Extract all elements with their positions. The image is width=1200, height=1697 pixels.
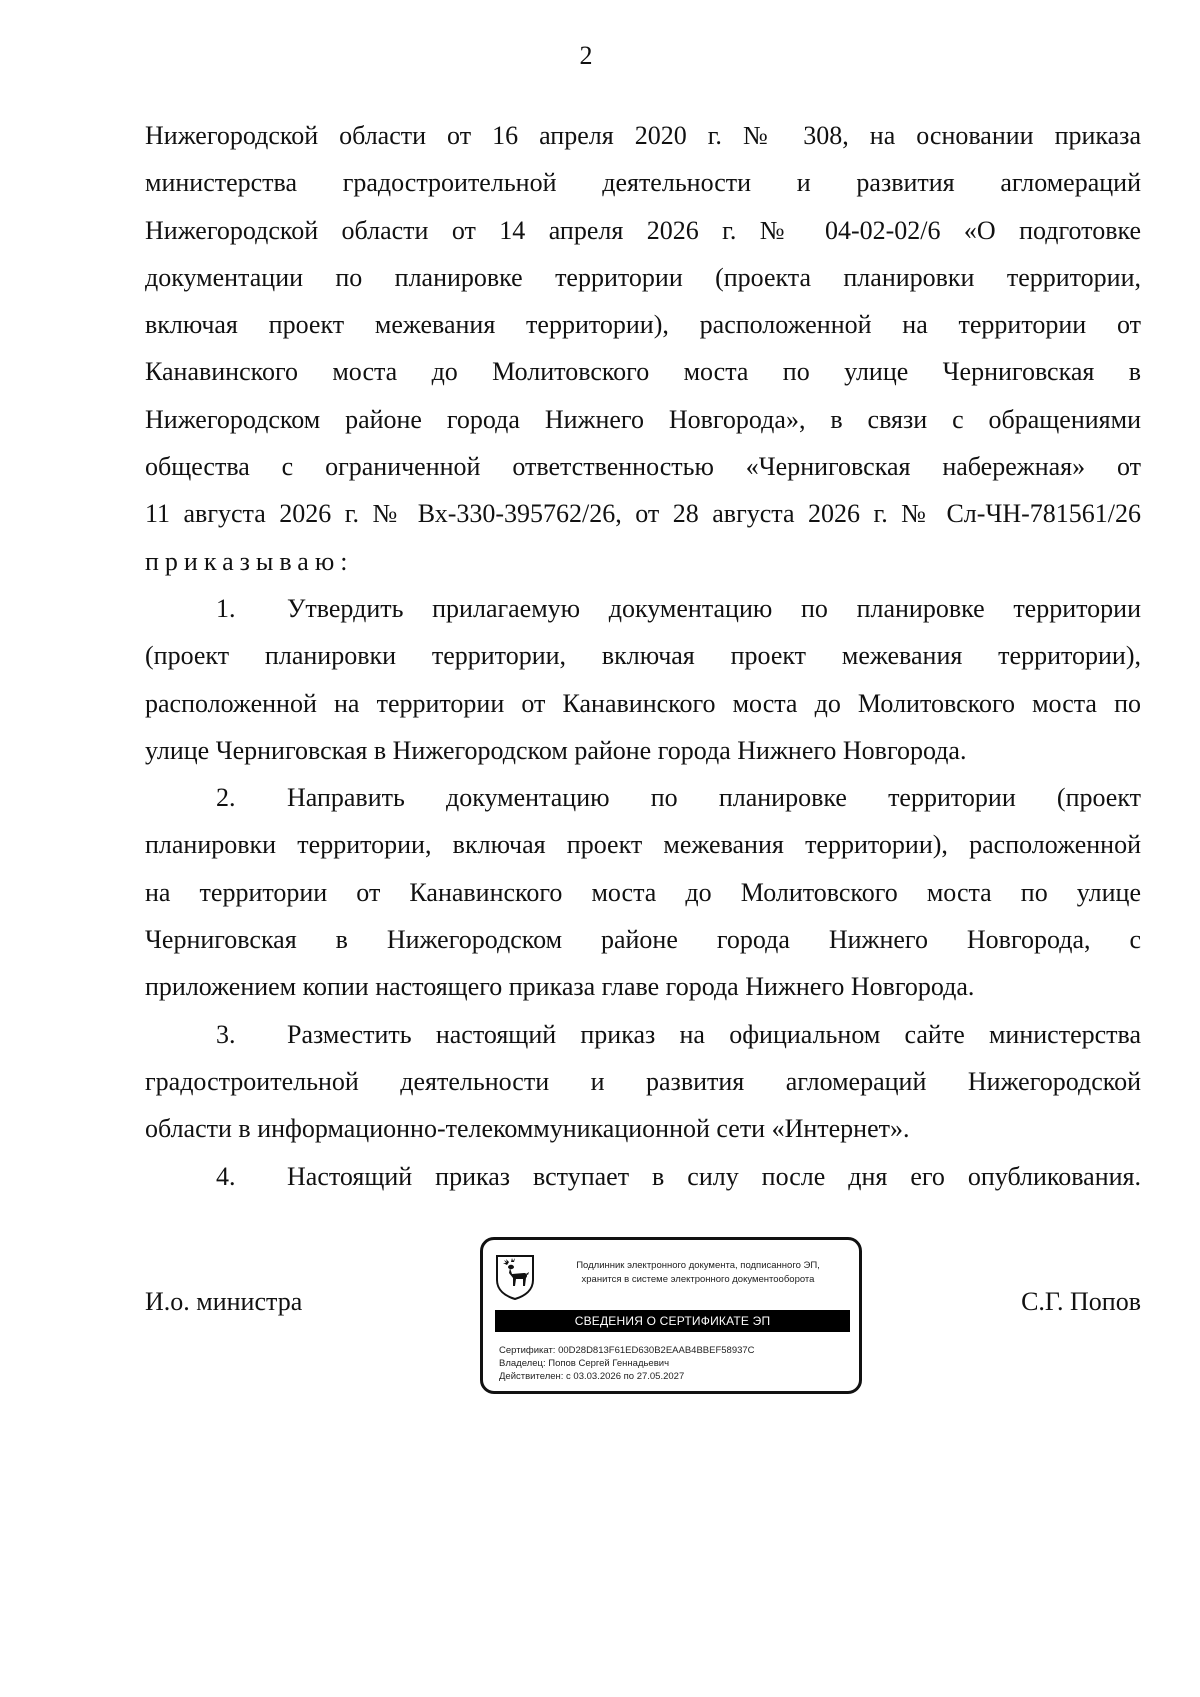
validity-row <box>499 1370 755 1383</box>
intro-line: Канавинского моста до Молитовского моста по улице Черниговская в <box>145 357 1141 387</box>
intro-line: включая проект межевания территории), расположенной на территории от <box>145 310 1141 340</box>
item-line: Разместить настоящий приказ на официальном сайте министерства <box>287 1019 1141 1049</box>
validity-label: Действителен: <box>499 1371 564 1382</box>
owner-value: Попов Сергей Геннадьевич <box>548 1358 670 1369</box>
document-body <box>145 112 1141 1200</box>
certificate-value: 00D28D813F61ED630B2EAAB4BBEF58937C <box>558 1345 755 1356</box>
item-line: области в информационно-телекоммуникационной сети «Интернет». <box>145 1114 910 1144</box>
intro-line: 11 августа 2026 г. № Вх-330-395762/26, от 28 августа 2026 г. № Сл-ЧН-781561/26 <box>145 499 1141 529</box>
item-line: улице Черниговская в Нижегородском районе города Нижнего Новгорода. <box>145 735 967 765</box>
item-line: градостроительной деятельности и развития агломераций Нижегородской <box>145 1066 1141 1096</box>
item-line: приложением копии настоящего приказа главе города Нижнего Новгорода. <box>145 972 975 1002</box>
intro-line: Нижегородской области от 16 апреля 2020 г. № 308, на основании приказа <box>145 121 1141 150</box>
order-item-2 <box>145 774 1141 1010</box>
order-item-3 <box>145 1011 1141 1153</box>
item-line: Направить документацию по планировке территории (проект <box>287 783 1141 813</box>
item-line: на территории от Канавинского моста до Молитовского моста по улице <box>145 877 1141 907</box>
intro-line: Нижегородской области от 14 апреля 2026 г. № 04-02-02/6 «О подготовке <box>145 215 1141 245</box>
signatory-title: И.о. министра <box>145 1287 303 1316</box>
electronic-signature-stamp <box>480 1237 862 1394</box>
valid-to: по 27.05.2027 <box>623 1371 685 1382</box>
owner-label: Владелец: <box>499 1358 546 1369</box>
intro-line: министерства градостроительной деятельности и развития агломераций <box>145 168 1141 198</box>
owner-row <box>499 1357 755 1370</box>
certificate-label: Сертификат: <box>499 1345 556 1356</box>
item-line: Утвердить прилагаемую документацию по планировке территории <box>287 593 1141 623</box>
stamp-note-line: хранится в системе электронного документооборота <box>581 1274 815 1285</box>
certificate-row <box>499 1344 755 1357</box>
certificate-details <box>499 1344 755 1383</box>
item-line: Настоящий приказ вступает в силу после дня его опубликования. <box>287 1161 1141 1191</box>
intro-paragraph <box>145 112 1141 585</box>
valid-from: с 03.03.2026 <box>566 1371 621 1382</box>
stamp-header: СВЕДЕНИЯ О СЕРТИФИКАТЕ ЭП <box>495 1310 850 1332</box>
stamp-note <box>545 1259 851 1287</box>
intro-line: общества с ограниченной ответственностью «Черниговская набережная» от <box>145 452 1141 482</box>
item-number: 3. <box>216 1019 236 1049</box>
coat-of-arms-icon <box>495 1254 535 1300</box>
order-item-1 <box>145 585 1141 774</box>
item-number: 4. <box>216 1161 236 1191</box>
signatory-name: С.Г. Попов <box>1021 1287 1141 1316</box>
item-line: (проект планировки территории, включая проект межевания территории), <box>145 641 1141 671</box>
intro-line: документации по планировке территории (проекта планировки территории, <box>145 262 1141 292</box>
item-line: Черниговская в Нижегородском районе города Нижнего Новгорода, с <box>145 925 1141 955</box>
order-item-4 <box>145 1153 1141 1200</box>
page-number: 2 <box>579 41 593 70</box>
item-line: расположенной на территории от Канавинского моста до Молитовского моста по <box>145 688 1141 718</box>
order-word: приказываю: <box>145 546 354 576</box>
item-number: 1. <box>216 593 236 623</box>
item-number: 2. <box>216 783 236 813</box>
item-line: планировки территории, включая проект межевания территории), расположенной <box>145 830 1141 860</box>
intro-line: Нижегородском районе города Нижнего Новгорода», в связи с обращениями <box>145 404 1141 434</box>
stamp-note-line: Подлинник электронного документа, подписанного ЭП, <box>576 1260 820 1271</box>
